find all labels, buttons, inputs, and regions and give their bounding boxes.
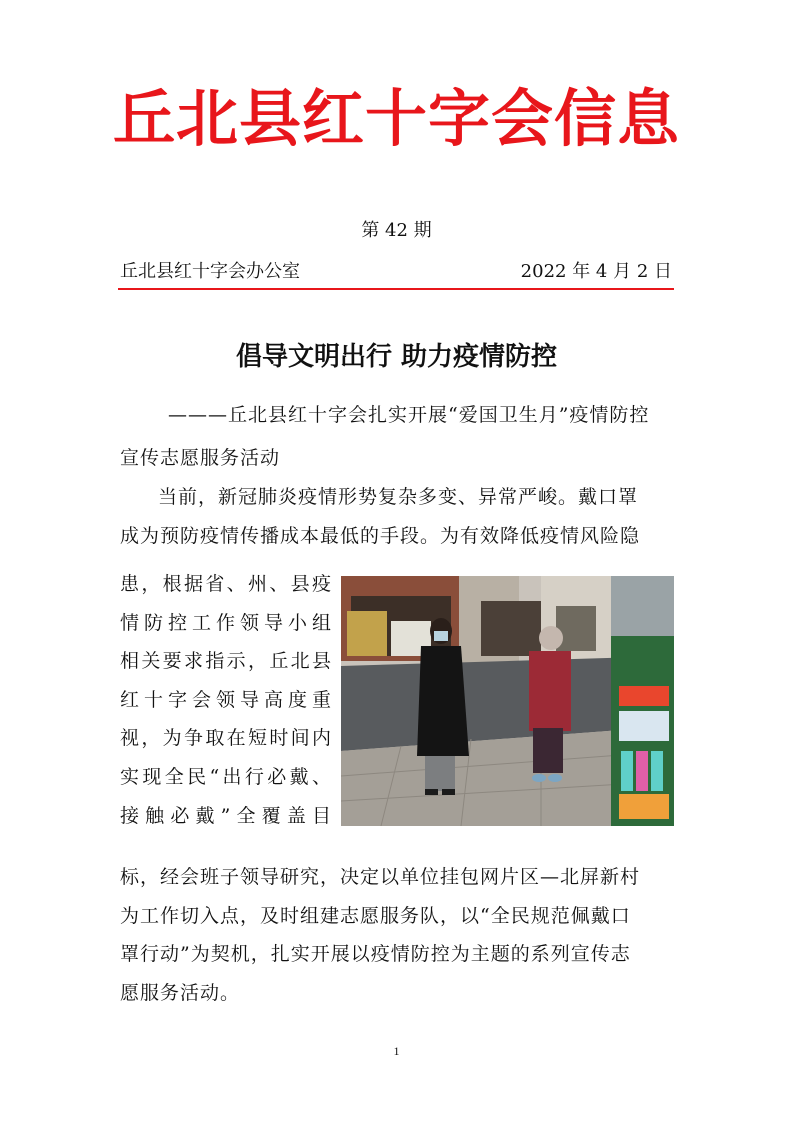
page-number: 1: [393, 1044, 400, 1058]
article-subtitle-line-1: ———丘北县红十字会扎实开展“爱国卫生月”疫情防控: [168, 404, 650, 426]
paragraph-line: 实现全民“出行必戴、: [120, 765, 332, 788]
article-subtitle-line-2: 宣传志愿服务活动: [120, 447, 281, 469]
paragraph-line: 愿服务活动。: [120, 981, 241, 1004]
paragraph-line: 成为预防疫情传播成本最低的手段。为有效降低疫情风险隐: [120, 524, 641, 547]
issue-date: 2022 年 4 月 2 日: [520, 261, 672, 282]
header-divider: [118, 288, 674, 290]
paragraph-line: 当前，新冠肺炎疫情形势复杂多变、异常严峻。戴口罩: [158, 486, 639, 508]
paragraph-line: 标，经会班子领导研究，决定以单位挂包网片区—北屏新村: [120, 866, 641, 888]
paragraph-line: 视，为争取在短时间内: [120, 727, 332, 750]
paragraph-intro: [120, 478, 676, 555]
masthead-title: 丘北县红十字会信息: [112, 82, 680, 155]
article-title: 倡导文明出行 助力疫情防控: [235, 342, 558, 372]
paragraph-wrapped-column: [120, 565, 332, 835]
paragraph-line: 患，根据省、州、县疫: [120, 573, 332, 595]
paragraph-line: 情防控工作领导小组: [120, 611, 332, 634]
article-photo: [341, 576, 674, 826]
header-meta-row: [120, 260, 672, 284]
paragraph-line: 罩行动”为契机，扎实开展以疫情防控为主题的系列宣传志: [120, 943, 631, 965]
paragraph-continuation: [120, 858, 676, 1012]
paragraph-line: 为工作切入点，及时组建志愿服务队，以“全民规范佩戴口: [120, 904, 631, 927]
issuing-office: 丘北县红十字会办公室: [120, 261, 300, 282]
paragraph-line: 接触必戴”全覆盖目: [120, 804, 332, 827]
issue-number: 第 42 期: [361, 220, 432, 241]
paragraph-line: 红十字会领导高度重: [120, 688, 332, 711]
street-scene-illustration: [341, 576, 674, 826]
paragraph-line: 相关要求指示，丘北县: [120, 650, 332, 673]
